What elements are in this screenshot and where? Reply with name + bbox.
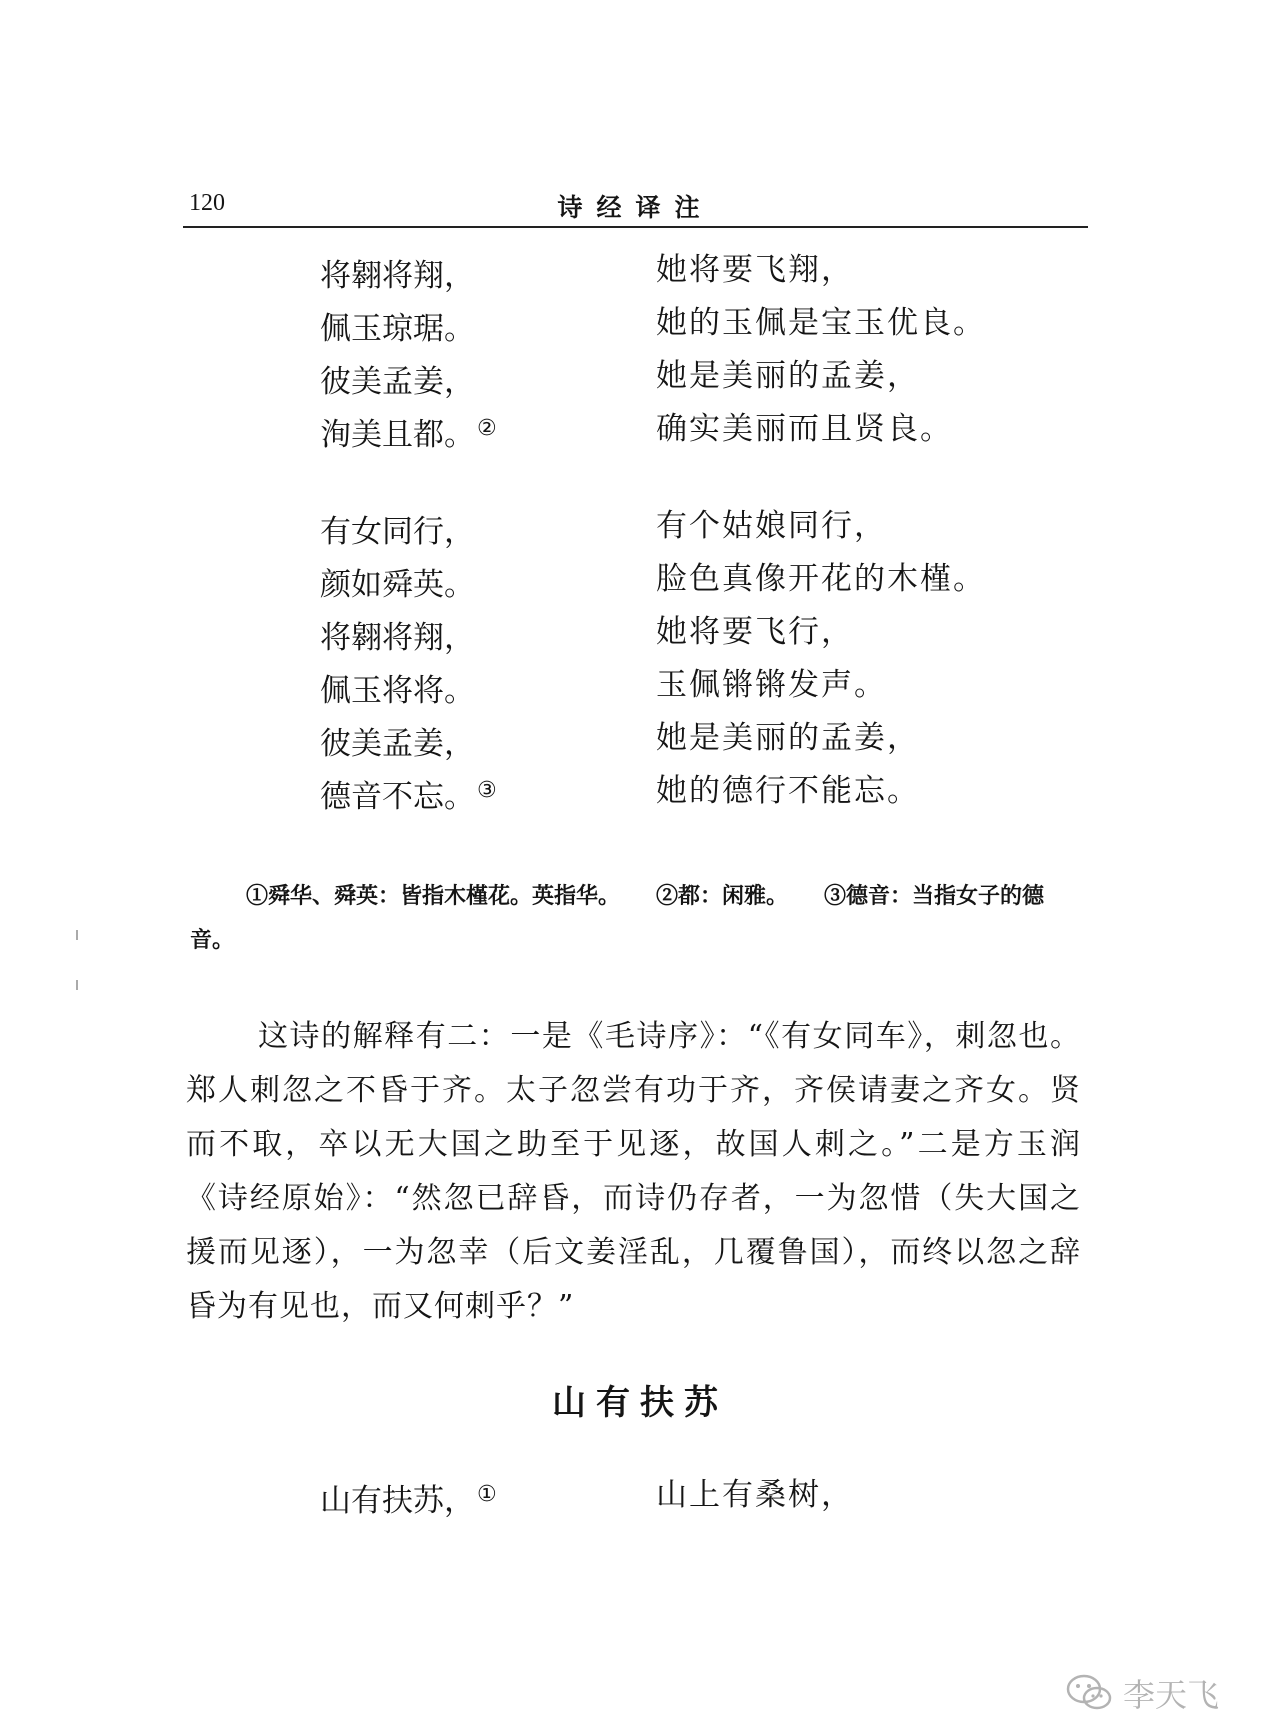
footnote-3: ③德音：当指女子的德音。	[190, 883, 1045, 953]
original-line: 有女同行，	[320, 514, 475, 550]
original-line: 山有扶苏，①	[320, 1482, 497, 1519]
poem-line	[320, 250, 1080, 303]
translation-line: 有个姑娘同行，	[656, 508, 887, 544]
poem-stanza-next	[320, 1475, 1080, 1528]
translation-line: 她是美丽的孟姜，	[656, 720, 920, 756]
margin-mark	[76, 980, 78, 990]
translation-line: 确实美丽而且贤良。	[656, 411, 953, 447]
poem-line	[320, 665, 1080, 718]
page-number: 120	[189, 190, 225, 216]
translation-line: 她是美丽的孟姜，	[656, 358, 920, 394]
watermark	[1065, 1670, 1219, 1716]
footnote-2: ②都：闲雅。	[656, 883, 789, 909]
original-line: 将翱将翔，	[320, 258, 475, 294]
original-line: 洵美且都。②	[320, 416, 497, 453]
translation-line: 她将要飞行，	[656, 614, 854, 650]
original-line: 彼美孟姜，	[320, 364, 475, 400]
translation-line: 她的德行不能忘。	[656, 773, 920, 809]
original-line: 颜如舜英。	[320, 567, 475, 603]
wechat-icon	[1065, 1673, 1115, 1713]
poem-line	[320, 506, 1080, 559]
footnote-mark: ③	[477, 778, 497, 803]
original-line: 将翱将翔，	[320, 620, 475, 656]
poem-title: 山有扶苏	[552, 1383, 728, 1423]
footnote-1: ①舜华、舜英：皆指木槿花。英指华。	[246, 883, 621, 909]
running-title: 诗经译注	[557, 193, 714, 222]
translation-line: 玉佩锵锵发声。	[656, 667, 887, 703]
footnote-mark: ①	[477, 1482, 497, 1507]
watermark-text: 李天飞	[1123, 1676, 1220, 1714]
translation-line: 脸色真像开花的木槿。	[656, 561, 986, 597]
poem-line	[320, 612, 1080, 665]
poem-line	[320, 771, 1080, 824]
original-line: 德音不忘。③	[320, 778, 497, 815]
original-line: 佩玉琼琚。	[320, 311, 475, 347]
original-line: 佩玉将将。	[320, 673, 475, 709]
original-line: 彼美孟姜，	[320, 726, 475, 762]
translation-line: 她的玉佩是宝玉优良。	[656, 305, 986, 341]
footnotes	[190, 874, 1080, 962]
translation-line: 她将要飞翔，	[656, 252, 854, 288]
poem-line	[320, 1475, 1080, 1528]
poem-line	[320, 356, 1080, 409]
page-header	[183, 182, 1088, 228]
poem-line	[320, 409, 1080, 462]
poem-line	[320, 559, 1080, 612]
commentary-paragraph: 这诗的解释有二：一是《毛诗序》：“《有女同车》，刺忽也。郑人刺忽之不昏于齐。太子忽尝有功于齐，齐侯请妻之齐女。贤而不取，卒以无大国之助至于见逐，故国人刺之。”二是方玉润《诗经原始》：“然忽已辞昏，而诗仍存者，一为忽惜（失大国之援而见逐），一为忽幸（后文姜淫乱，几覆鲁国），而终以忽之辞昏为有见也，而又何刺乎？”	[186, 1019, 1081, 1324]
footnote-mark: ②	[477, 416, 497, 441]
poem-line	[320, 303, 1080, 356]
poem-stanza-1	[320, 250, 1080, 462]
poem-line	[320, 718, 1080, 771]
poem-stanza-2	[320, 506, 1080, 824]
margin-mark	[76, 930, 78, 940]
translation-line: 山上有桑树，	[656, 1477, 854, 1513]
